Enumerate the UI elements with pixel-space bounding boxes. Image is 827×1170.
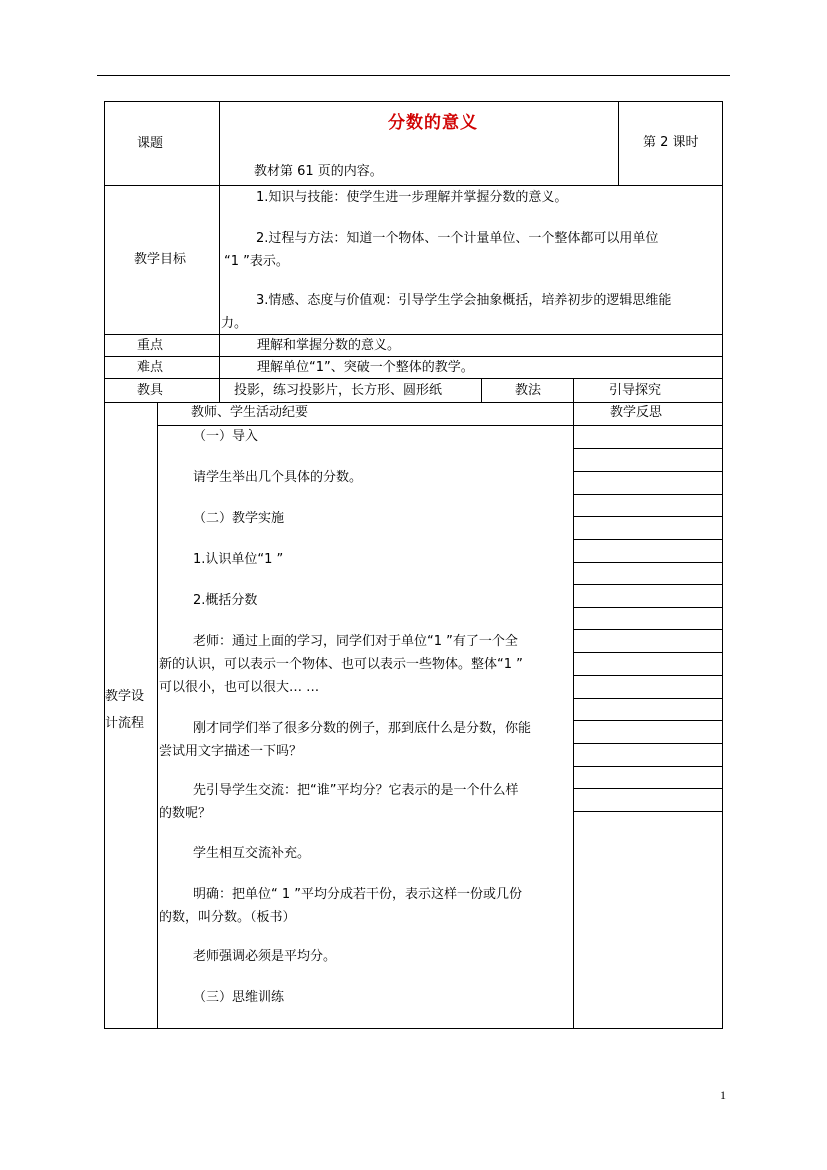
process-line: （二）教学实施 <box>193 511 285 526</box>
process-line: 明确：把单位“ 1 ”平均分成若干份，表示这样一份或几份 <box>193 887 523 902</box>
lesson-title: 分数的意义 <box>388 113 478 133</box>
method-text: 引导探究 <box>609 383 662 398</box>
process-line: 2.概括分数 <box>193 593 258 608</box>
difficulty-text: 理解单位“1”、突破一个整体的教学。 <box>257 360 474 375</box>
process-label-line1: 教学设 <box>105 689 145 704</box>
header-rule <box>97 75 730 76</box>
process-line: 学生相互交流补充。 <box>193 846 311 861</box>
process-line: 老师强调必须是平均分。 <box>193 949 337 964</box>
process-label-line2: 计流程 <box>105 716 145 731</box>
lesson-plan-table <box>104 101 723 1029</box>
process-line: 尝试用文字描述一下吗？ <box>159 744 303 759</box>
process-line: 可以很小，也可以很大… … <box>159 680 320 695</box>
objective-3-line1: 3.情感、态度与价值观：引导学生学会抽象概括，培养初步的逻辑思维能 <box>256 293 672 308</box>
objective-2-line2: “1 ”表示。 <box>224 254 289 269</box>
page-number: 1 <box>720 1088 726 1102</box>
objectives-label: 教学目标 <box>134 252 187 267</box>
reflection-column-header: 教学反思 <box>610 405 663 420</box>
method-label: 教法 <box>515 383 542 398</box>
tools-label: 教具 <box>137 383 164 398</box>
key-point-label: 重点 <box>137 338 164 353</box>
process-line: 刚才同学们举了很多分数的例子，那到底什么是分数，你能 <box>193 721 532 736</box>
objective-3-line2: 力。 <box>221 316 248 331</box>
process-line: 新的认识，可以表示一个物体、也可以表示一些物体。整体“1 ” <box>159 657 523 672</box>
process-line: 老师：通过上面的学习，同学们对于单位“1 ”有了一个全 <box>193 634 518 649</box>
process-line: （一）导入 <box>193 429 259 444</box>
lesson-label: 课题 <box>137 136 164 151</box>
activity-column-header: 教师、学生活动纪要 <box>191 405 309 420</box>
difficulty-label: 难点 <box>137 360 164 375</box>
process-line: 1.认识单位“1 ” <box>193 552 284 567</box>
content-reference: 教材第 61 页的内容。 <box>254 164 383 179</box>
objective-2-line1: 2.过程与方法：知道一个物体、一个计量单位、一个整体都可以用单位 <box>256 231 659 246</box>
period-label: 第 2 课时 <box>643 135 699 150</box>
process-line: 请学生举出几个具体的分数。 <box>193 470 363 485</box>
process-line: 的数呢？ <box>159 806 212 821</box>
tools-text: 投影，练习投影片，长方形、圆形纸 <box>234 383 443 398</box>
objective-1: 1.知识与技能：使学生进一步理解并掌握分数的意义。 <box>256 190 568 205</box>
key-point-text: 理解和掌握分数的意义。 <box>257 338 401 353</box>
process-line: （三）思维训练 <box>193 990 285 1005</box>
process-line: 的数，叫分数。（板书） <box>159 910 296 925</box>
process-line: 先引导学生交流：把“谁”平均分？它表示的是一个什么样 <box>193 783 519 798</box>
